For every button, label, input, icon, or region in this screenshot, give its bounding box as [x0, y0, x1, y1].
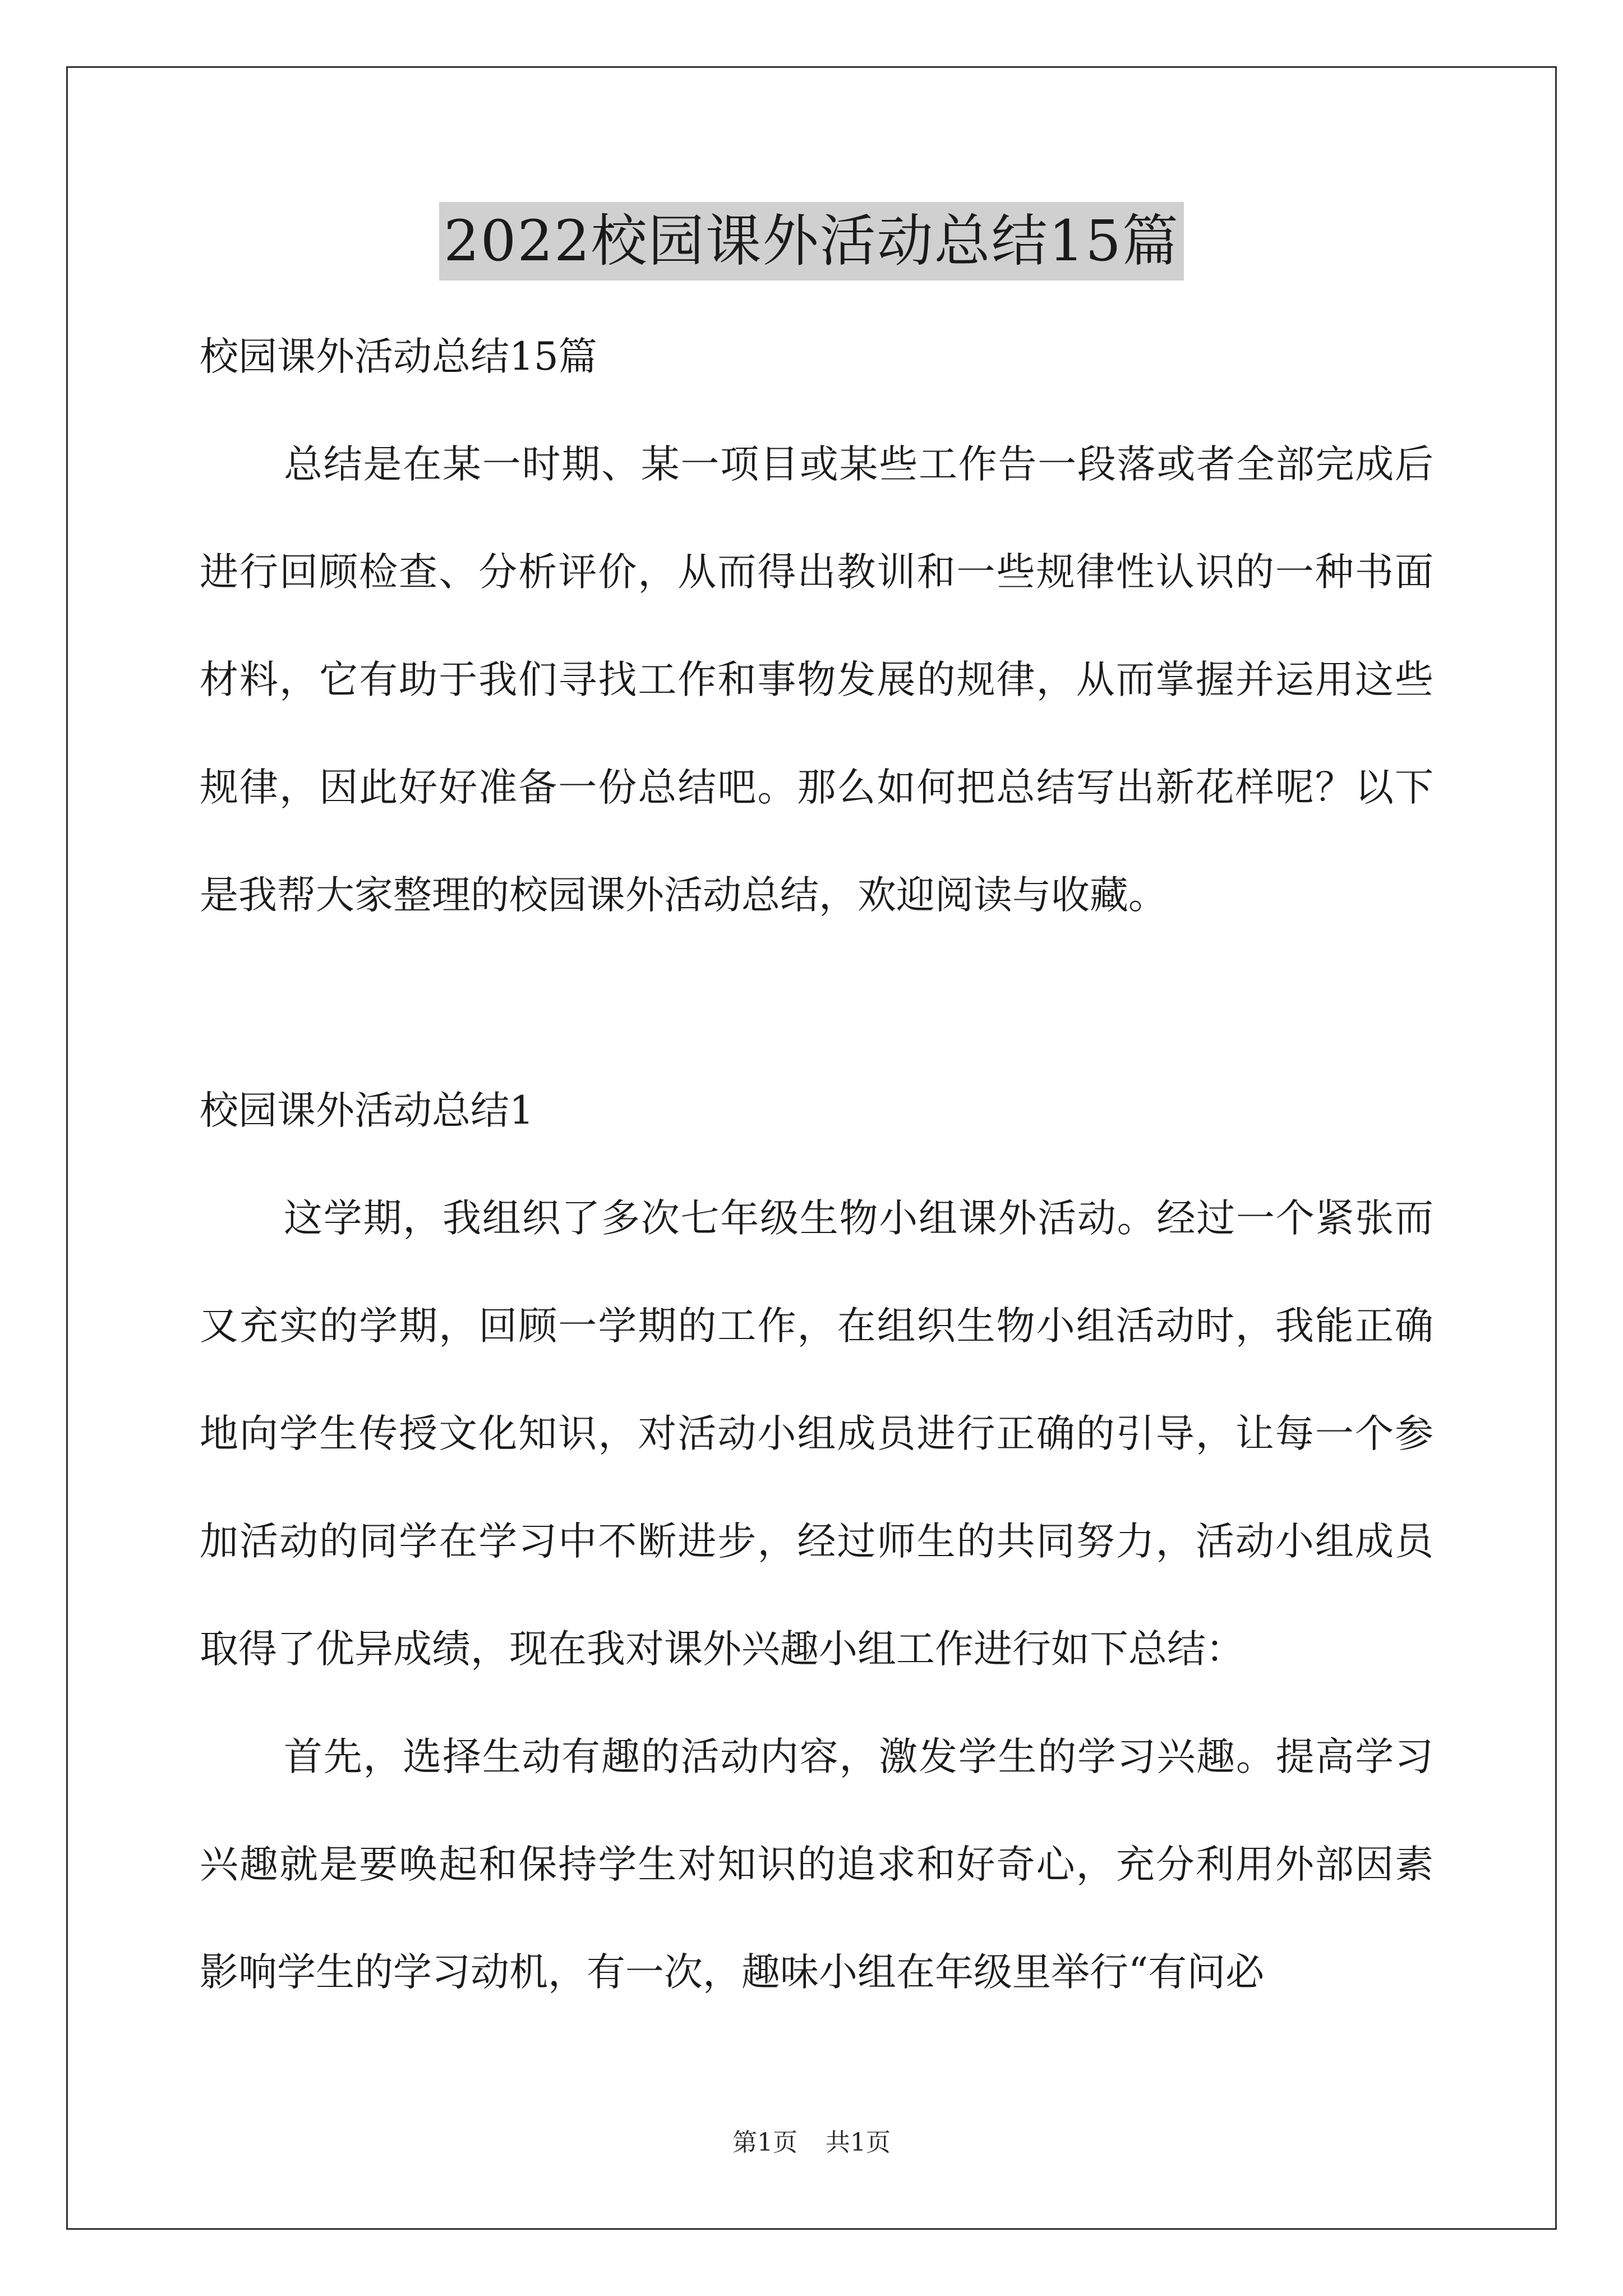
intro-paragraph: 总结是在某一时期、某一项目或某些工作告一段落或者全部完成后进行回顾检查、分析评价，从而得出教训和一些规律性认识的一种书面材料，它有助于我们寻找工作和事物发展的规律，从而掌握并运用这些规律，因此好好准备一份总结吧。那么如何把总结写出新花样呢？以下是我帮大家整理的校园课外活动总结，欢迎阅读与收藏。 [200, 442, 1433, 918]
page-total: 共1页 [826, 2128, 891, 2157]
page-footer [0, 2126, 1623, 2160]
body-paragraph: 这学期，我组织了多次七年级生物小组课外活动。经过一个紧张而又充实的学期，回顾一学期的工作，在组织生物小组活动时，我能正确地向学生传授文化知识，对活动小组成员进行正确的引导，让每一个参加活动的同学在学习中不断进步，经过师生的共同努力，活动小组成员取得了优异成绩，现在我对课外兴趣小组工作进行如下总结： [200, 1196, 1433, 1672]
section-spacer [200, 949, 1433, 1057]
document-title: 2022校园课外活动总结15篇 [439, 202, 1184, 280]
body-paragraph: 首先，选择生动有趣的活动内容，激发学生的学习兴趣。提高学习兴趣就是要唤起和保持学生对知识的追求和好奇心，充分利用外部因素影响学生的学习动机，有一次，趣味小组在年级里举行“有问必 [200, 1734, 1433, 1995]
document-subtitle: 校园课外活动总结15篇 [200, 334, 597, 379]
page-number: 第1页 [732, 2128, 797, 2157]
section-heading: 校园课外活动总结1 [200, 1088, 534, 1133]
document-body [200, 303, 1433, 2026]
title-wrap [0, 202, 1623, 280]
